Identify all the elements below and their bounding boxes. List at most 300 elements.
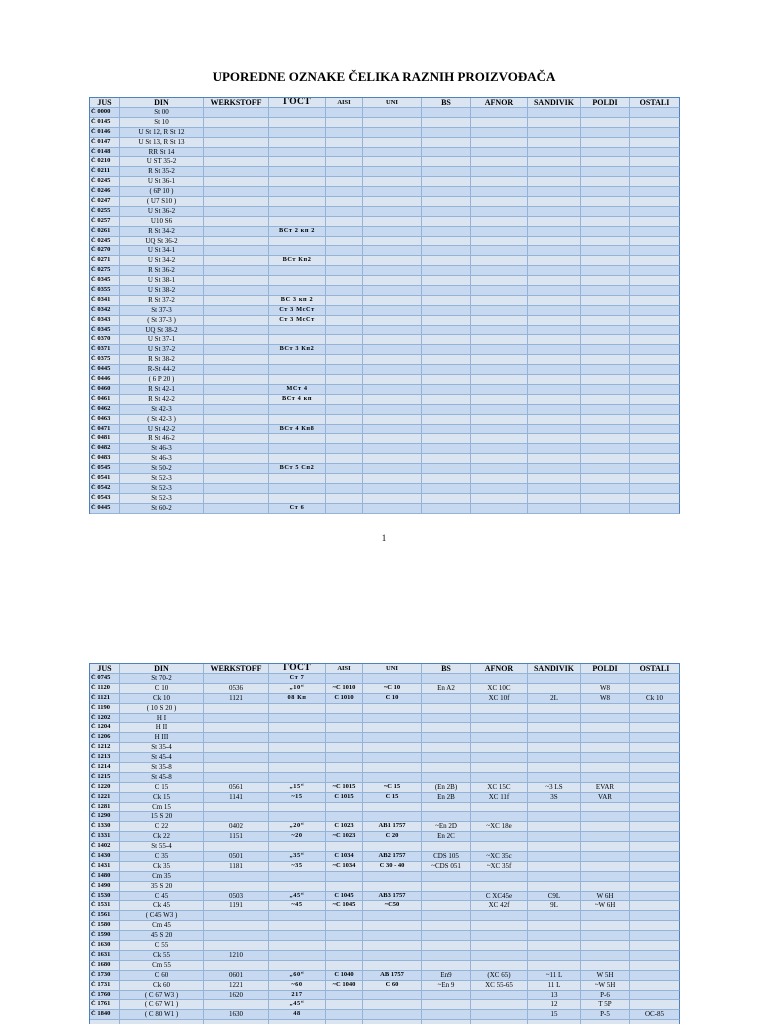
cell-poldi (581, 128, 630, 138)
cell-jus: Č 0482 (90, 444, 120, 454)
cell-jus: Č 0247 (90, 197, 120, 207)
cell-uni: AB 1757 (363, 971, 422, 981)
cell-sandivik (528, 128, 581, 138)
cell-din: R St 42-2 (120, 395, 204, 405)
cell-ostali (630, 882, 680, 892)
cell-bs (422, 454, 471, 464)
cell-uni (363, 167, 422, 177)
cell-jus: Č 0147 (90, 138, 120, 148)
cell-sandivik: 13 (528, 991, 581, 1001)
cell-gost: „35“ (269, 852, 326, 862)
cell-bs (422, 484, 471, 494)
cell-poldi: P-5 (581, 1010, 630, 1020)
column-header-sandivik: SANDIVIK (528, 664, 581, 674)
cell-uni (363, 464, 422, 474)
cell-gost: „20“ (269, 822, 326, 832)
cell-aisi (326, 753, 363, 763)
cell-gost (269, 444, 326, 454)
table-row (90, 177, 680, 187)
cell-gost: „15“ (269, 783, 326, 793)
table-row-cutoff (90, 1020, 680, 1024)
cell-jus: Č 0481 (90, 434, 120, 444)
cell-aisi (326, 118, 363, 128)
cell-bs (422, 276, 471, 286)
cell-poldi (581, 832, 630, 842)
cell-sandivik (528, 763, 581, 773)
cell-afnor (471, 395, 528, 405)
cell-poldi (581, 187, 630, 197)
cell-afnor: XC 15C (471, 783, 528, 793)
cell-afnor (471, 763, 528, 773)
cell-poldi (581, 365, 630, 375)
cell-aisi (326, 276, 363, 286)
cell-poldi (581, 753, 630, 763)
cell-ostali (630, 197, 680, 207)
cell-jus: Č 1331 (90, 832, 120, 842)
cell-jus: Č 1215 (90, 773, 120, 783)
cell-jus: Č 1214 (90, 763, 120, 773)
cell-afnor (471, 405, 528, 415)
cell-poldi (581, 138, 630, 148)
cell-poldi (581, 405, 630, 415)
cell-jus: Č 0270 (90, 246, 120, 256)
cell-ostali (630, 793, 680, 803)
cell-din: St 00 (120, 108, 204, 118)
table-row (90, 217, 680, 227)
cell-sandivik (528, 187, 581, 197)
cell-werkstoff (204, 246, 269, 256)
cell-aisi (326, 803, 363, 813)
cell-jus: Č 1290 (90, 812, 120, 822)
cell-uni (363, 335, 422, 345)
table-row (90, 951, 680, 961)
cell-poldi (581, 773, 630, 783)
cell-jus: Č 0148 (90, 148, 120, 158)
cell-din: C 55 (120, 941, 204, 951)
cell-bs (422, 326, 471, 336)
cell-poldi (581, 276, 630, 286)
table-row (90, 187, 680, 197)
cell-din: ( U7 S10 ) (120, 197, 204, 207)
cell-afnor (471, 177, 528, 187)
table-row (90, 474, 680, 484)
cell-din: U St 34-1 (120, 246, 204, 256)
cell-aisi (326, 674, 363, 684)
cell-jus: Č 0461 (90, 395, 120, 405)
table-row (90, 931, 680, 941)
cell-bs (422, 395, 471, 405)
cell-gost (269, 951, 326, 961)
cell-werkstoff (204, 773, 269, 783)
table-row (90, 167, 680, 177)
cell-aisi (326, 951, 363, 961)
cell-werkstoff (204, 842, 269, 852)
cell-jus: Č 0211 (90, 167, 120, 177)
cell-ostali (630, 921, 680, 931)
cell-uni: AB2 1757 (363, 852, 422, 862)
cell-sandivik: 15 (528, 1010, 581, 1020)
cell-bs (422, 385, 471, 395)
cell-uni (363, 276, 422, 286)
cell-werkstoff (204, 177, 269, 187)
table-row (90, 901, 680, 911)
cell-din: UQ St 36-2 (120, 237, 204, 247)
cell-afnor (471, 355, 528, 365)
cell-poldi (581, 197, 630, 207)
cell-uni (363, 365, 422, 375)
cell-din: ( St 42-3 ) (120, 415, 204, 425)
cell-gost (269, 276, 326, 286)
table-row (90, 494, 680, 504)
cell-werkstoff: 1191 (204, 901, 269, 911)
cell-bs (422, 227, 471, 237)
cell-din: ( 6 P 20 ) (120, 375, 204, 385)
cell-uni (363, 763, 422, 773)
cell-uni (363, 743, 422, 753)
cell-din: H II (120, 723, 204, 733)
cell-gost: ~20 (269, 832, 326, 842)
cell-afnor: XC 11f (471, 793, 528, 803)
cell-jus: Č 1730 (90, 971, 120, 981)
cell-jus: Č 1840 (90, 1010, 120, 1020)
cell-sandivik (528, 237, 581, 247)
cell-ostali (630, 187, 680, 197)
cell-uni (363, 197, 422, 207)
cell-aisi: C 1040 (326, 971, 363, 981)
cell-ostali (630, 237, 680, 247)
table-row (90, 892, 680, 902)
cell-ostali (630, 1020, 680, 1024)
cell-din (120, 1020, 204, 1024)
cell-jus: Č 1760 (90, 991, 120, 1001)
cell-sandivik (528, 385, 581, 395)
cell-jus: Č 1480 (90, 872, 120, 882)
cell-afnor (471, 306, 528, 316)
cell-uni (363, 237, 422, 247)
cell-aisi (326, 266, 363, 276)
cell-jus: Č 1206 (90, 733, 120, 743)
cell-gost (269, 872, 326, 882)
cell-uni (363, 911, 422, 921)
cell-sandivik (528, 425, 581, 435)
cell-afnor (471, 921, 528, 931)
cell-gost (269, 128, 326, 138)
cell-poldi (581, 872, 630, 882)
cell-gost: 48 (269, 1010, 326, 1020)
cell-jus: Č 1630 (90, 941, 120, 951)
cell-sandivik (528, 286, 581, 296)
cell-afnor (471, 842, 528, 852)
header-row (90, 98, 680, 108)
table-row (90, 375, 680, 385)
cell-uni (363, 504, 422, 514)
cell-poldi (581, 256, 630, 266)
cell-afnor (471, 674, 528, 684)
cell-gost: Ст 7 (269, 674, 326, 684)
cell-bs: En A2 (422, 684, 471, 694)
cell-gost: ~60 (269, 981, 326, 991)
cell-bs (422, 803, 471, 813)
cell-aisi (326, 227, 363, 237)
cell-werkstoff (204, 464, 269, 474)
cell-uni (363, 256, 422, 266)
table-row (90, 425, 680, 435)
cell-gost (269, 187, 326, 197)
cell-bs (422, 842, 471, 852)
cell-bs (422, 167, 471, 177)
cell-afnor (471, 276, 528, 286)
cell-ostali (630, 733, 680, 743)
cell-uni (363, 753, 422, 763)
cell-bs (422, 941, 471, 951)
cell-uni (363, 951, 422, 961)
cell-uni (363, 425, 422, 435)
cell-sandivik (528, 931, 581, 941)
cell-bs (422, 714, 471, 724)
cell-afnor (471, 375, 528, 385)
cell-din: 15 S 20 (120, 812, 204, 822)
cell-din: U St 12, R St 12 (120, 128, 204, 138)
cell-jus: Č 1761 (90, 1000, 120, 1010)
cell-poldi (581, 395, 630, 405)
cell-din: St 42-3 (120, 405, 204, 415)
cell-jus: Č 1590 (90, 931, 120, 941)
cell-din: Cm 55 (120, 961, 204, 971)
cell-sandivik (528, 474, 581, 484)
cell-gost (269, 286, 326, 296)
cell-jus: Č 1530 (90, 892, 120, 902)
cell-ostali (630, 326, 680, 336)
cell-poldi (581, 266, 630, 276)
cell-uni (363, 345, 422, 355)
cell-sandivik (528, 753, 581, 763)
cell-uni (363, 286, 422, 296)
cell-sandivik (528, 415, 581, 425)
cell-aisi (326, 743, 363, 753)
cell-bs (422, 444, 471, 454)
table-row (90, 335, 680, 345)
cell-din: U St 36-2 (120, 207, 204, 217)
cell-werkstoff (204, 474, 269, 484)
cell-jus: Č 0541 (90, 474, 120, 484)
cell-uni (363, 316, 422, 326)
cell-afnor (471, 108, 528, 118)
cell-werkstoff (204, 375, 269, 385)
cell-jus: Č 0146 (90, 128, 120, 138)
cell-poldi: ~W 5H (581, 981, 630, 991)
cell-sandivik (528, 217, 581, 227)
cell-sandivik (528, 197, 581, 207)
cell-werkstoff (204, 803, 269, 813)
cell-afnor (471, 733, 528, 743)
cell-gost: Ст 3 МсСт (269, 316, 326, 326)
cell-aisi (326, 128, 363, 138)
cell-jus: Č 0471 (90, 425, 120, 435)
cell-uni (363, 415, 422, 425)
cell-ostali (630, 494, 680, 504)
cell-sandivik: ~3 LS (528, 783, 581, 793)
table-row (90, 733, 680, 743)
cell-din: H III (120, 733, 204, 743)
cell-bs: CDS 105 (422, 852, 471, 862)
cell-uni (363, 296, 422, 306)
cell-werkstoff: 1181 (204, 862, 269, 872)
cell-uni (363, 723, 422, 733)
cell-poldi (581, 326, 630, 336)
table-row (90, 882, 680, 892)
cell-ostali: OC-85 (630, 1010, 680, 1020)
cell-gost: ВСт Кп2 (269, 256, 326, 266)
cell-ostali (630, 484, 680, 494)
cell-aisi (326, 941, 363, 951)
cell-ostali (630, 763, 680, 773)
cell-afnor (471, 743, 528, 753)
cell-aisi (326, 316, 363, 326)
table-row (90, 415, 680, 425)
table-row (90, 723, 680, 733)
cell-bs (422, 951, 471, 961)
cell-gost (269, 494, 326, 504)
cell-aisi (326, 474, 363, 484)
cell-bs (422, 931, 471, 941)
cell-aisi: ~C 1010 (326, 684, 363, 694)
cell-bs (422, 882, 471, 892)
cell-afnor (471, 128, 528, 138)
cell-bs (422, 961, 471, 971)
cell-afnor (471, 911, 528, 921)
cell-poldi (581, 911, 630, 921)
cell-sandivik (528, 227, 581, 237)
cell-afnor: (XC 65) (471, 971, 528, 981)
cell-din: Cm 35 (120, 872, 204, 882)
cell-aisi: C 1010 (326, 694, 363, 704)
cell-afnor (471, 484, 528, 494)
cell-din: Ck 22 (120, 832, 204, 842)
cell-sandivik (528, 822, 581, 832)
cell-sandivik (528, 177, 581, 187)
cell-uni (363, 1010, 422, 1020)
table-row (90, 227, 680, 237)
cell-poldi (581, 743, 630, 753)
cell-bs (422, 207, 471, 217)
cell-sandivik (528, 118, 581, 128)
cell-sandivik (528, 1020, 581, 1024)
cell-afnor (471, 961, 528, 971)
column-header-gost: ГОСТ (269, 664, 326, 674)
cell-afnor (471, 148, 528, 158)
cell-bs (422, 256, 471, 266)
table-row (90, 434, 680, 444)
cell-werkstoff (204, 237, 269, 247)
cell-aisi (326, 187, 363, 197)
table-row (90, 941, 680, 951)
cell-aisi: ~C 1034 (326, 862, 363, 872)
table-row (90, 753, 680, 763)
cell-gost (269, 803, 326, 813)
cell-sandivik (528, 951, 581, 961)
cell-werkstoff (204, 108, 269, 118)
cell-jus: Č 0445 (90, 504, 120, 514)
table-row (90, 743, 680, 753)
cell-uni: ~C 10 (363, 684, 422, 694)
cell-poldi (581, 375, 630, 385)
cell-din: St 52-3 (120, 494, 204, 504)
cell-werkstoff (204, 385, 269, 395)
cell-sandivik (528, 852, 581, 862)
cell-aisi (326, 375, 363, 385)
cell-bs (422, 901, 471, 911)
cell-afnor (471, 941, 528, 951)
cell-werkstoff (204, 296, 269, 306)
cell-afnor (471, 345, 528, 355)
cell-werkstoff (204, 118, 269, 128)
cell-werkstoff (204, 1020, 269, 1024)
cell-jus: Č 1330 (90, 822, 120, 832)
cell-bs: ~En 9 (422, 981, 471, 991)
cell-afnor (471, 296, 528, 306)
column-header-uni: UNI (363, 664, 422, 674)
cell-aisi (326, 256, 363, 266)
cell-sandivik (528, 704, 581, 714)
cell-din: Cm 45 (120, 921, 204, 931)
table-row (90, 694, 680, 704)
cell-afnor (471, 246, 528, 256)
cell-aisi (326, 286, 363, 296)
cell-bs (422, 345, 471, 355)
cell-uni: AB1 1757 (363, 822, 422, 832)
cell-uni (363, 484, 422, 494)
cell-afnor (471, 773, 528, 783)
cell-sandivik (528, 484, 581, 494)
cell-ostali (630, 138, 680, 148)
cell-bs (422, 991, 471, 1001)
table-row (90, 504, 680, 514)
cell-jus: Č 1281 (90, 803, 120, 813)
cell-gost: ВСт 4 кп (269, 395, 326, 405)
table-row (90, 326, 680, 336)
cell-uni (363, 108, 422, 118)
cell-gost (269, 138, 326, 148)
cell-jus: Č 0345 (90, 276, 120, 286)
cell-din: U ST 35-2 (120, 157, 204, 167)
cell-poldi: W8 (581, 694, 630, 704)
cell-poldi: P-6 (581, 991, 630, 1001)
cell-uni (363, 733, 422, 743)
cell-ostali (630, 504, 680, 514)
cell-werkstoff (204, 415, 269, 425)
cell-werkstoff (204, 444, 269, 454)
cell-bs (422, 733, 471, 743)
cell-bs (422, 177, 471, 187)
cell-sandivik (528, 157, 581, 167)
cell-ostali (630, 674, 680, 684)
cell-werkstoff (204, 454, 269, 464)
cell-bs (422, 504, 471, 514)
cell-uni (363, 714, 422, 724)
table-row (90, 803, 680, 813)
cell-werkstoff (204, 335, 269, 345)
cell-ostali (630, 704, 680, 714)
cell-uni (363, 474, 422, 484)
cell-werkstoff (204, 276, 269, 286)
table-row (90, 783, 680, 793)
cell-aisi (326, 714, 363, 724)
cell-bs (422, 812, 471, 822)
cell-ostali (630, 306, 680, 316)
cell-bs (422, 148, 471, 158)
cell-aisi (326, 444, 363, 454)
cell-ostali (630, 842, 680, 852)
